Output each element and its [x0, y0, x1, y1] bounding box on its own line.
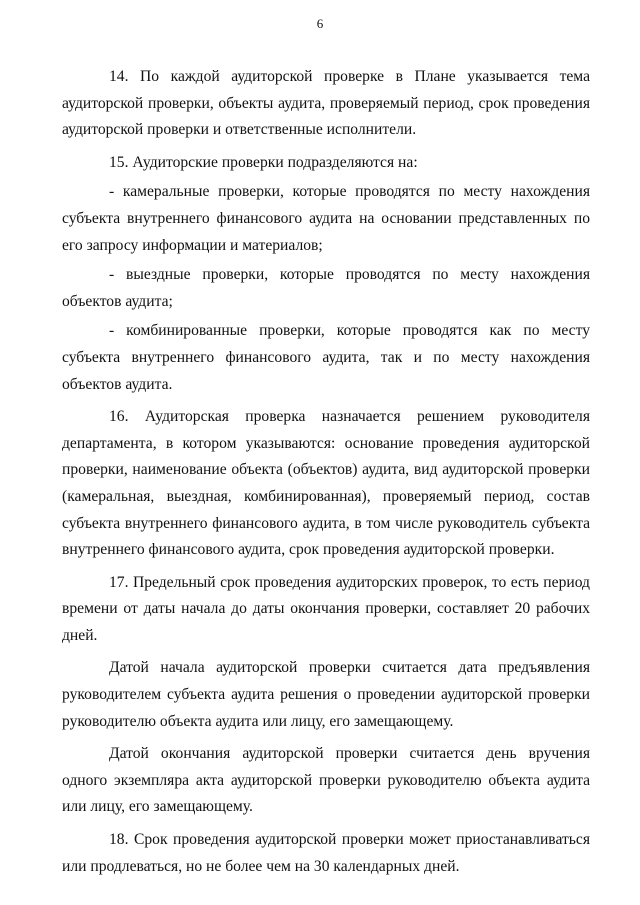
list-item-vyezdnye: - выездные проверки, которые проводятся по месту нахождения объектов аудита; — [62, 266, 590, 310]
paragraph-16: 16. Аудиторская проверка назначается решением руководителя департамента, в котором указываются: основание проведения аудиторской проверки, наименование объекта (объектов) аудита, вид аудиторской проверки (камеральная, выездная, комбинированная), проверяемый период, состав субъекта внутреннего финансового аудита, в том числе руководитель субъекта внутреннего финансового аудита, срок проведения аудиторской проверки. — [62, 408, 590, 559]
paragraph-14: 14. По каждой аудиторской проверке в Плане указывается тема аудиторской проверки, объекты аудита, проверяемый период, срок проведения аудиторской проверки и ответственные исполнители. — [62, 68, 590, 139]
paragraph-end-date: Датой окончания аудиторской проверки считается день вручения одного экземпляра акта аудиторской проверки руководителю объекта аудита или лицу, его замещающему. — [62, 745, 590, 816]
document-body — [62, 64, 590, 886]
paragraph-start-date: Датой начала аудиторской проверки считается дата предъявления руководителем субъекта аудита решения о проведении аудиторской проверки руководителю объекта аудита или лицу, его замещающему. — [62, 659, 590, 730]
paragraph-15: 15. Аудиторские проверки подразделяются на: — [109, 153, 418, 171]
list-item-kombinirovannye: - комбинированные проверки, которые проводятся как по месту субъекта внутреннего финансового аудита, так и по месту нахождения объектов аудита. — [62, 322, 590, 393]
paragraph-17: 17. Предельный срок проведения аудиторских проверок, то есть период времени от даты начала до даты окончания проверки, составляет 20 рабочих дней. — [62, 573, 590, 644]
page-number: 6 — [316, 16, 324, 31]
list-item-kameralnye: - камеральные проверки, которые проводятся по месту нахождения субъекта внутреннего финансового аудита на основании представленных по его запросу информации и материалов; — [62, 183, 590, 254]
paragraph-18: 18. Срок проведения аудиторской проверки может приостанавливаться или продлеваться, но не более чем на 30 календарных дней. — [62, 831, 590, 875]
